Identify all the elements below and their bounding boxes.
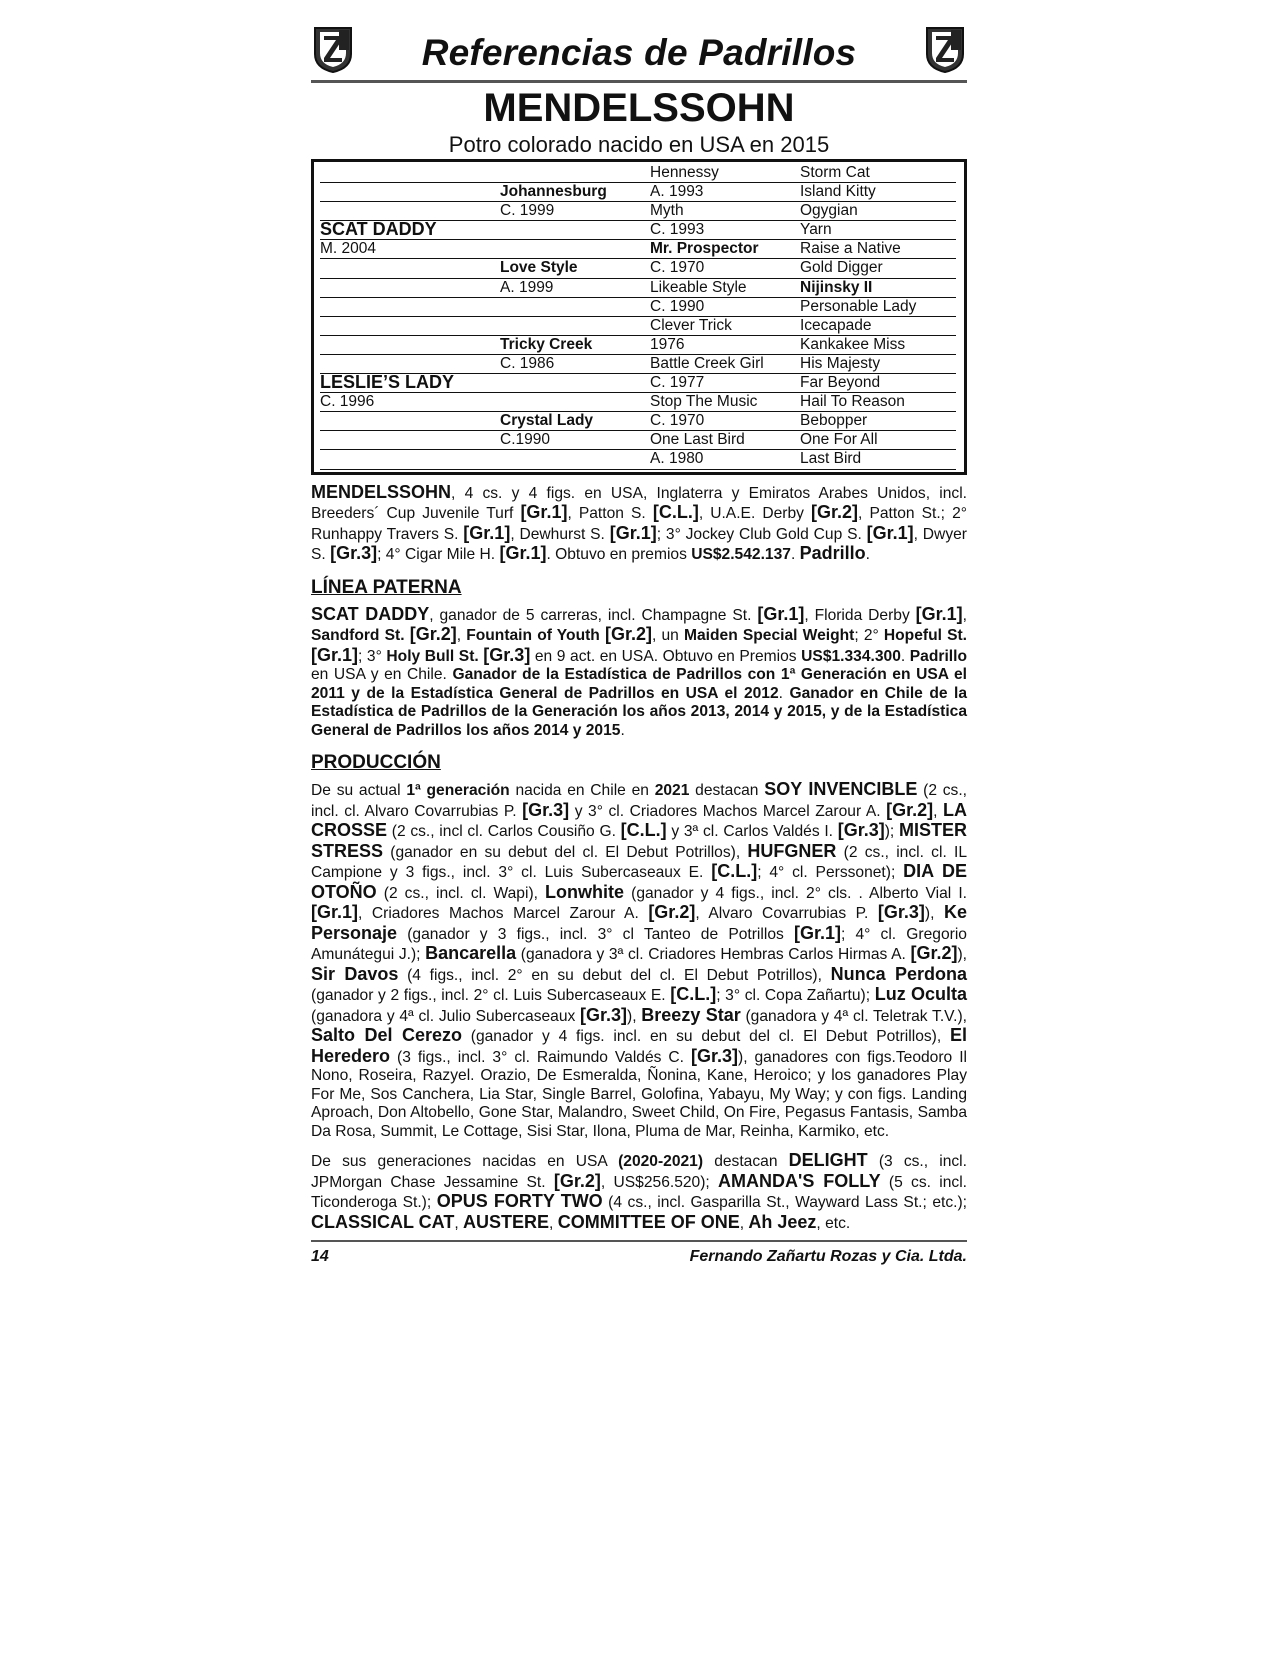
pedigree-cell: Crystal Lady [500, 412, 650, 431]
pedigree-row [320, 355, 964, 374]
pedigree-cell: C. 1990 [650, 298, 800, 317]
pedigree-cell: His Majesty [800, 355, 956, 374]
pedigree-cell [320, 336, 500, 355]
pedigree-row [320, 183, 964, 202]
pedigree-cell: Far Beyond [800, 374, 956, 393]
pedigree-cell [320, 431, 500, 450]
pedigree-cell: Hail To Reason [800, 393, 956, 412]
pedigree-table [311, 159, 967, 475]
pedigree-cell: Kankakee Miss [800, 336, 956, 355]
horse-name: MENDELSSOHN [483, 86, 795, 130]
pedigree-row [320, 240, 964, 259]
pedigree-cell: C. 1996 [320, 393, 500, 412]
pedigree-cell [500, 317, 650, 336]
production-chile-paragraph: De su actual 1ª generación nacida en Chile en 2021 destacan SOY INVENCIBLE (2 cs., incl. cl. Alvaro Covarrubias P. [Gr.3] y 3° cl. Criadores Machos Marcel Zarour A. [Gr.2], LA CROSSE (2 cs., incl cl. Carlos Cousiño G. [C.L.] y 3ª cl. Carlos Valdés I. [Gr.3]); MISTER STRESS (ganador en su debut del cl. El Debut Potrillos), HUFGNER (2 cs., incl. cl. IL Campione y 3 figs., incl. 3° cl. Luis Subercaseaux E. [C.L.]; 4° cl. Perssonet); DIA DE OTOÑO (2 cs., incl. cl. Wapi), Lonwhite (ganador y 4 figs., incl. 2° cls. . Alberto Vial I. [Gr.1], Criadores Machos Marcel Zarour A. [Gr.2], Alvaro Covarrubias P. [Gr.3]), Ke Personaje (ganador y 3 figs., incl. 3° cl Tanteo de Potrillos [Gr.1]; 4° cl. Gregorio Amunátegui J.); Bancarella (ganadora y 3ª cl. Criadores Hembras Carlos Hirmas A. [Gr.2]), Sir Davos (4 figs., incl. 2° en su debut del cl. El Debut Potrillos), Nunca Perdona (ganador y 2 figs., incl. 2° cl. Luis Subercaseaux E. [C.L.]; 3° cl. Copa Zañartu); Luz Oculta (ganadora y 4ª cl. Julio Subercaseaux [Gr.3]), Breezy Star (ganadora y 4ª cl. Teletrak T.V.), Salto Del Cerezo (ganador y 4 figs. incl. en su debut del cl. El Debut Potrillos), El Heredero (3 figs., incl. 3° cl. Raimundo Valdés C. [Gr.3]), ganadores con figs.Teodoro Il Nono, Roseira, Razyel. Orazio, De Esmeralda, Ñonina, Kane, Heroico; y los ganadores Play For Me, Sos Canchera, Lia Star, Single Barrel, Golofina, Yabayu, My Way; y con figs. Landing Aproach, Don Altobello, Gone Star, Malandro, Sweet Child, On Fire, Pegasus Fantasis, Samba Da Rosa, Summit, Le Cottage, Sisi Star, Ilona, Pluma de Mar, Reinha, Karmiko, etc. [311, 779, 968, 1140]
pedigree-cell [320, 450, 500, 469]
pedigree-cell: Battle Creek Girl [650, 355, 800, 374]
horse-subtitle: Potro colorado nacido en USA en 2015 [448, 132, 830, 157]
pedigree-row [320, 374, 964, 393]
page-number: 14 [311, 1248, 329, 1265]
pedigree-cell: Last Bird [800, 450, 956, 469]
pedigree-cell: Icecapade [800, 317, 956, 336]
pedigree-row [320, 202, 964, 221]
pedigree-cell: C. 1999 [500, 202, 650, 221]
document-page [311, 18, 967, 1233]
pedigree-cell: Love Style [500, 259, 650, 278]
pedigree-cell [500, 221, 650, 240]
pedigree-cell: Mr. Prospector [650, 240, 800, 259]
pedigree-cell: Hennessy [650, 164, 800, 183]
pedigree-cell [320, 202, 500, 221]
pedigree-row [320, 317, 964, 336]
section-heading-linea-paterna: LÍNEA PATERNA [311, 576, 462, 598]
pedigree-row [320, 279, 964, 298]
pedigree-row [320, 221, 964, 240]
pedigree-cell: Bebopper [800, 412, 956, 431]
pedigree-row [320, 431, 964, 450]
pedigree-cell: Stop The Music [650, 393, 800, 412]
pedigree-cell: Nijinsky II [800, 279, 956, 298]
pedigree-cell: Clever Trick [650, 317, 800, 336]
sire-name: SCAT DADDY [320, 221, 500, 240]
pedigree-cell [320, 164, 500, 183]
pedigree-cell: Island Kitty [800, 183, 956, 202]
pedigree-cell: Yarn [800, 221, 956, 240]
pedigree-cell [320, 259, 500, 278]
dam-name: LESLIE’S LADY [320, 374, 500, 393]
pedigree-cell: C. 1993 [650, 221, 800, 240]
pedigree-cell: Tricky Creek [500, 336, 650, 355]
pedigree-row [320, 298, 964, 317]
pedigree-cell: Johannesburg [500, 183, 650, 202]
pedigree-cell: M. 2004 [320, 240, 500, 259]
pedigree-row [320, 336, 964, 355]
pedigree-cell: Gold Digger [800, 259, 956, 278]
pedigree-row [320, 164, 964, 183]
pedigree-cell: Personable Lady [800, 298, 956, 317]
pedigree-row [320, 450, 964, 469]
pedigree-cell: C. 1986 [500, 355, 650, 374]
pedigree-cell: One Last Bird [650, 431, 800, 450]
pedigree-cell: Raise a Native [800, 240, 956, 259]
pedigree-row [320, 412, 964, 431]
pedigree-cell: Storm Cat [800, 164, 956, 183]
pedigree-cell: C. 1977 [650, 374, 800, 393]
campaign-paragraph: MENDELSSOHN, 4 cs. y 4 figs. en USA, Inglaterra y Emiratos Arabes Unidos, incl. Breeders´ Cup Juvenile Turf [Gr.1], Patton S. [C.L.], U.A.E. Derby [Gr.2], Patton St.; 2° Runhappy Travers S. [Gr.1], Dewhurst S. [Gr.1]; 3° Jockey Club Gold Cup S. [Gr.1], Dwyer S. [Gr.3]; 4° Cigar Mile H. [Gr.1]. Obtuvo en premios US$2.542.137. Padrillo. [311, 481, 967, 563]
pedigree-cell [320, 317, 500, 336]
pedigree-cell: A. 1999 [500, 279, 650, 298]
pedigree-cell [320, 412, 500, 431]
pedigree-cell: One For All [800, 431, 956, 450]
pedigree-cell: Myth [650, 202, 800, 221]
fzr-shield-logo-icon [923, 24, 967, 74]
pedigree-cell: C. 1970 [650, 259, 800, 278]
pedigree-cell: A. 1993 [650, 183, 800, 202]
pedigree-cell [320, 298, 500, 317]
pedigree-cell [500, 450, 650, 469]
sire-paragraph: SCAT DADDY, ganador de 5 carreras, incl. Champagne St. [Gr.1], Florida Derby [Gr.1], Sandford St. [Gr.2], Fountain of Youth [Gr.2], un Maiden Special Weight; 2° Hopeful St. [Gr.1]; 3° Holy Bull St. [Gr.3] en 9 act. en USA. Obtuvo en Premios US$1.334.300. Padrillo en USA y en Chile. Ganador de la Estadística de Padrillos con 1ª Generación en USA el 2011 y de la Estadística General de Padrillos en USA el 2012. Ganador en Chile de la Estadística de Padrillos de la Generación los años 2013, 2014 y 2015, y de la Estadística General de Padrillos los años 2014 y 2015. [311, 603, 968, 739]
pedigree-cell [320, 279, 500, 298]
pedigree-cell [320, 183, 500, 202]
pedigree-row [320, 259, 964, 278]
section-heading-produccion: PRODUCCIÓN [311, 752, 441, 773]
pedigree-cell [500, 374, 650, 393]
pedigree-cell: A. 1980 [650, 450, 800, 469]
page-header [311, 18, 967, 83]
pedigree-cell [500, 298, 650, 317]
header-title: Referencias de Padrillos [421, 32, 857, 73]
pedigree-cell: C. 1970 [650, 412, 800, 431]
pedigree-cell [500, 393, 650, 412]
publisher-name: Fernando Zañartu Rozas y Cia. Ltda. [689, 1248, 967, 1265]
pedigree-cell: Likeable Style [650, 279, 800, 298]
pedigree-cell: 1976 [650, 336, 800, 355]
page-footer [311, 1240, 967, 1266]
pedigree-cell [500, 164, 650, 183]
pedigree-cell [500, 240, 650, 259]
pedigree-cell: Ogygian [800, 202, 956, 221]
pedigree-cell [320, 355, 500, 374]
pedigree-row [320, 393, 964, 412]
pedigree-cell: C.1990 [500, 431, 650, 450]
production-usa-paragraph: De sus generaciones nacidas en USA (2020-2021) destacan DELIGHT (3 cs., incl. JPMorgan Chase Jessamine St. [Gr.2], US$256.520); AMANDA'S FOLLY (5 cs. incl. Ticonderoga St.); OPUS FORTY TWO (4 cs., incl. Gasparilla St., Wayward Lass St.; etc.); CLASSICAL CAT, AUSTERE, COMMITTEE OF ONE, Ah Jeez, etc. [311, 1150, 967, 1232]
